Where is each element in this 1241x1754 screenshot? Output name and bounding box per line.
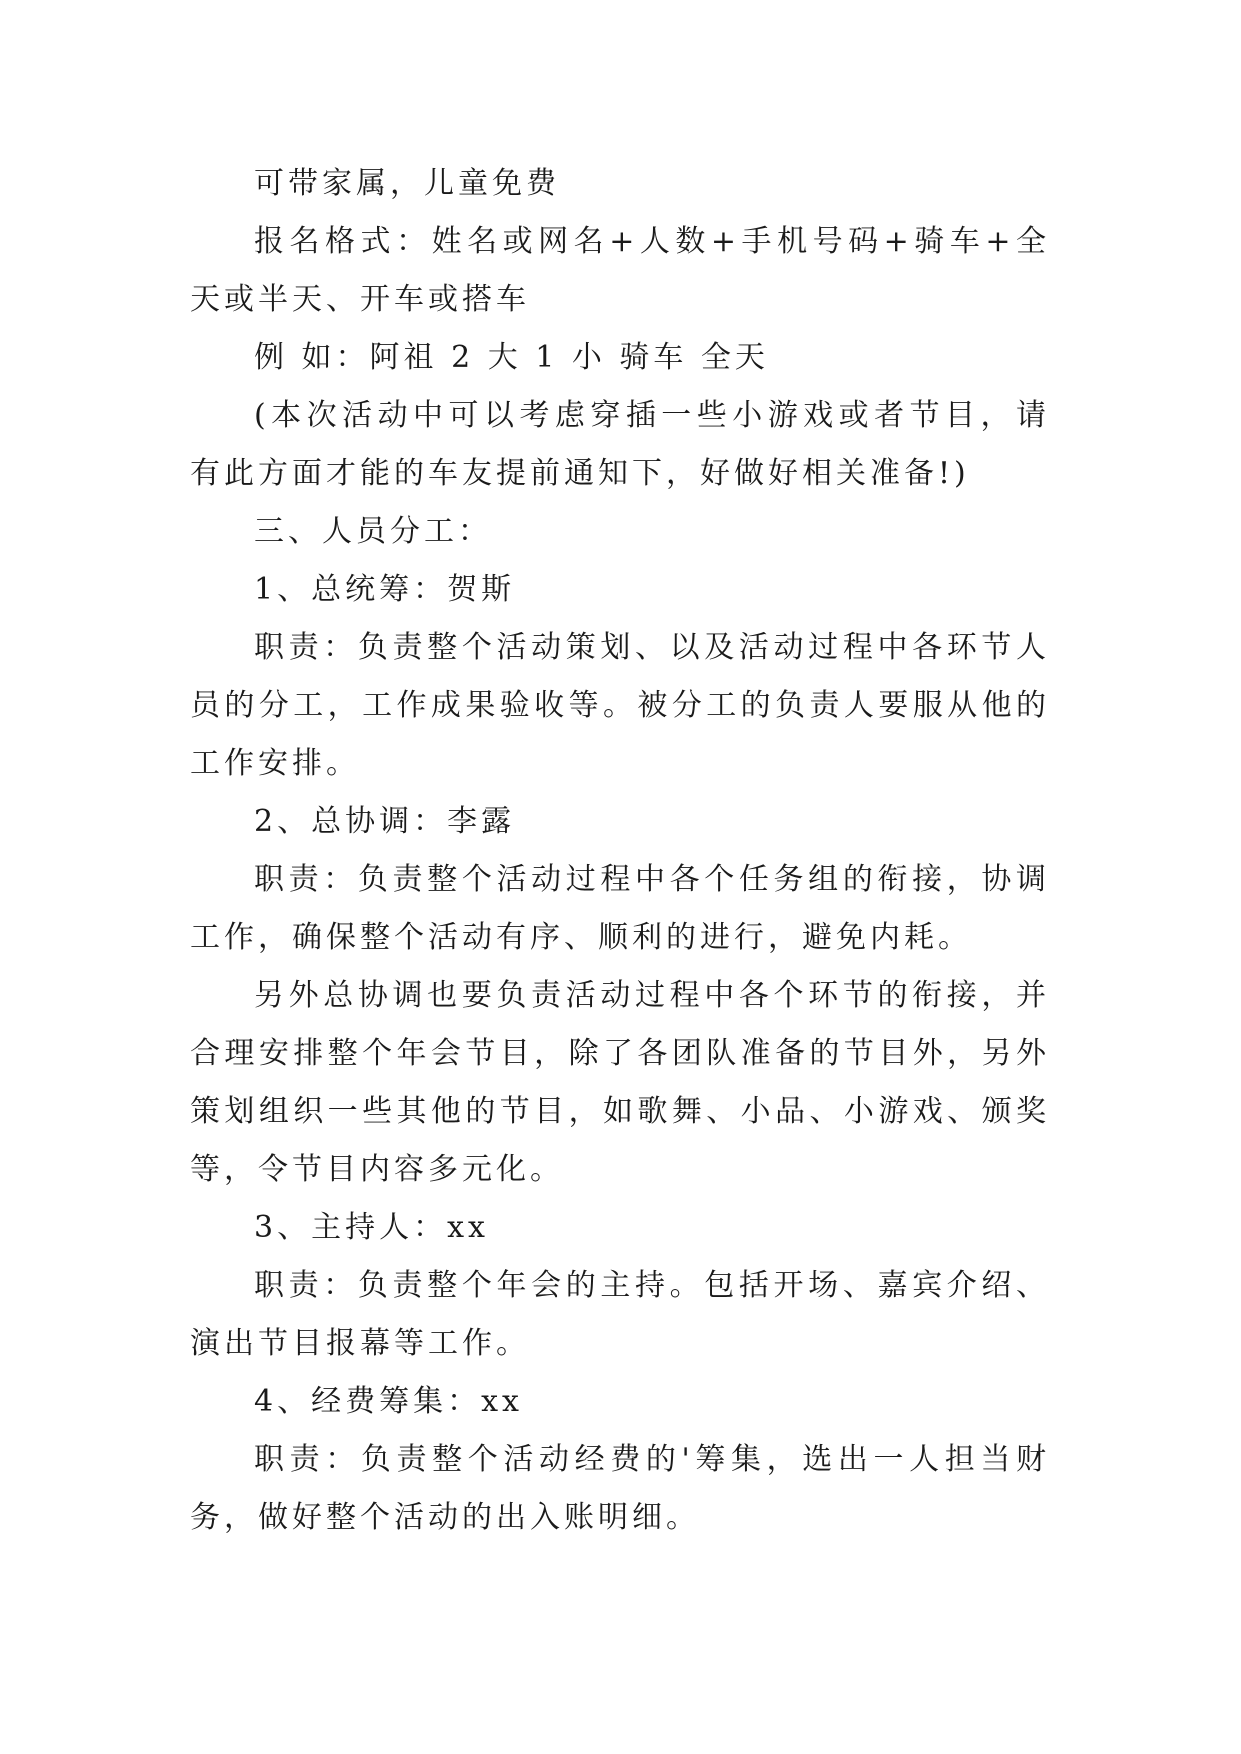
paragraph-activity-note: (本次活动中可以考虑穿插一些小游戏或者节目，请有此方面才能的车友提前通知下，好做好相关准备!)	[190, 398, 1050, 491]
paragraph-signup-example: 例 如：阿祖 2 大 1 小 骑车 全天	[254, 340, 769, 375]
role-liaison-title: 2、总协调：李露	[254, 804, 516, 839]
role-coordinator-duties: 职责：负责整个活动策划、以及活动过程中各环节人员的分工，工作成果验收等。被分工的负责人要服从他的工作安排。	[190, 630, 1050, 781]
paragraph-family-note: 可带家属，儿童免费	[254, 166, 560, 201]
role-coordinator-title: 1、总统筹：贺斯	[254, 572, 516, 607]
role-liaison-extra-duties: 另外总协调也要负责活动过程中各个环节的衔接，并合理安排整个年会节目，除了各团队准备的节目外，另外策划组织一些其他的节目，如歌舞、小品、小游戏、颁奖等，令节目内容多元化。	[190, 978, 1050, 1187]
role-funding-duties: 职责：负责整个活动经费的'筹集，选出一人担当财务，做好整个活动的出入账明细。	[190, 1442, 1050, 1535]
role-host-title: 3、主持人：xx	[254, 1210, 489, 1245]
role-liaison-duties: 职责：负责整个活动过程中各个任务组的衔接，协调工作，确保整个活动有序、顺利的进行，避免内耗。	[190, 862, 1050, 955]
paragraph-signup-format: 报名格式：姓名或网名+人数+手机号码+骑车+全天或半天、开车或搭车	[190, 224, 1050, 317]
document-body	[190, 155, 1050, 1547]
role-funding-title: 4、经费筹集：xx	[254, 1384, 523, 1419]
section-heading-staffing: 三、人员分工：	[254, 514, 492, 549]
role-host-duties: 职责：负责整个年会的主持。包括开场、嘉宾介绍、演出节目报幕等工作。	[190, 1268, 1050, 1361]
